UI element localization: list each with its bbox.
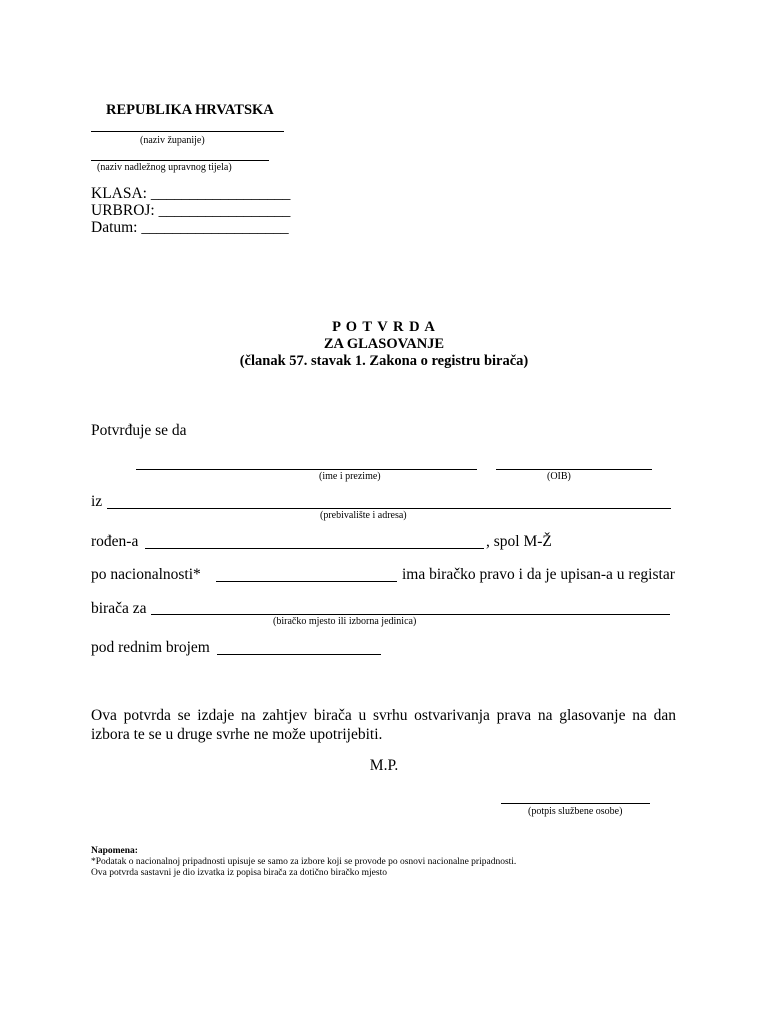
nationality-line[interactable] bbox=[216, 581, 397, 582]
urbroj-label: URBROJ: bbox=[91, 202, 155, 219]
document-title: P O T V R D A bbox=[332, 319, 436, 335]
name-caption: (ime i prezime) bbox=[319, 471, 381, 482]
ordinal-label: pod rednim brojem bbox=[91, 639, 210, 656]
klasa-label: KLASA: bbox=[91, 185, 147, 202]
registry-label: birača za bbox=[91, 600, 147, 617]
signature-caption: (potpis službene osobe) bbox=[528, 806, 623, 817]
born-line[interactable] bbox=[145, 548, 484, 549]
note-line-1: *Podatak o nacionalnoj pripadnosti upisuje se samo za izbore koji se provode po osnovi nacionalne pripadnosti. bbox=[91, 857, 517, 867]
document-subtitle: ZA GLASOVANJE bbox=[323, 336, 445, 352]
authority-line[interactable] bbox=[91, 160, 269, 161]
nationality-rest: ima biračko pravo i da je upisan-a u registar bbox=[402, 566, 675, 583]
county-caption: (naziv županije) bbox=[140, 135, 205, 146]
authority-caption: (naziv nadležnog upravnog tijela) bbox=[97, 162, 232, 173]
republic-heading: REPUBLIKA HRVATSKA bbox=[106, 102, 274, 118]
datum-label: Datum: bbox=[91, 219, 138, 236]
oib-line[interactable] bbox=[496, 469, 652, 470]
born-label: rođen-a bbox=[91, 533, 139, 550]
registry-line[interactable] bbox=[151, 614, 670, 615]
oib-caption: (OIB) bbox=[547, 471, 571, 482]
datum-field[interactable]: ___________________ bbox=[141, 219, 289, 236]
statement-paragraph: Ova potvrda se izdaje na zahtjev birača u svrhu ostvarivanja prava na glasovanje na dan izbora te se u druge svrhe ne može upotrijebiti. bbox=[91, 707, 676, 743]
county-line[interactable] bbox=[91, 131, 284, 132]
residence-caption: (prebivalište i adresa) bbox=[320, 510, 407, 521]
ordinal-line[interactable] bbox=[217, 654, 381, 655]
klasa-row bbox=[91, 185, 290, 203]
datum-row bbox=[91, 219, 289, 237]
registry-caption: (biračko mjesto ili izborna jedinica) bbox=[273, 616, 417, 627]
legal-reference: (članak 57. stavak 1. Zakona o registru birača) bbox=[239, 353, 529, 369]
intro-text: Potvrđuje se da bbox=[91, 422, 187, 439]
urbroj-row bbox=[91, 202, 290, 220]
iz-label: iz bbox=[91, 493, 103, 510]
klasa-field[interactable]: __________________ bbox=[150, 185, 291, 202]
urbroj-field[interactable]: _________________ bbox=[158, 202, 291, 219]
stamp-label: M.P. bbox=[369, 757, 399, 774]
signature-line[interactable] bbox=[501, 803, 650, 804]
sex-label: , spol M-Ž bbox=[486, 533, 552, 550]
note-line-2: Ova potvrda sastavni je dio izvatka iz popisa birača za dotično biračko mjesto bbox=[91, 868, 387, 878]
name-line[interactable] bbox=[136, 469, 477, 470]
note-heading: Napomena: bbox=[91, 846, 138, 856]
nationality-label: po nacionalnosti* bbox=[91, 566, 201, 583]
residence-line[interactable] bbox=[107, 508, 671, 509]
